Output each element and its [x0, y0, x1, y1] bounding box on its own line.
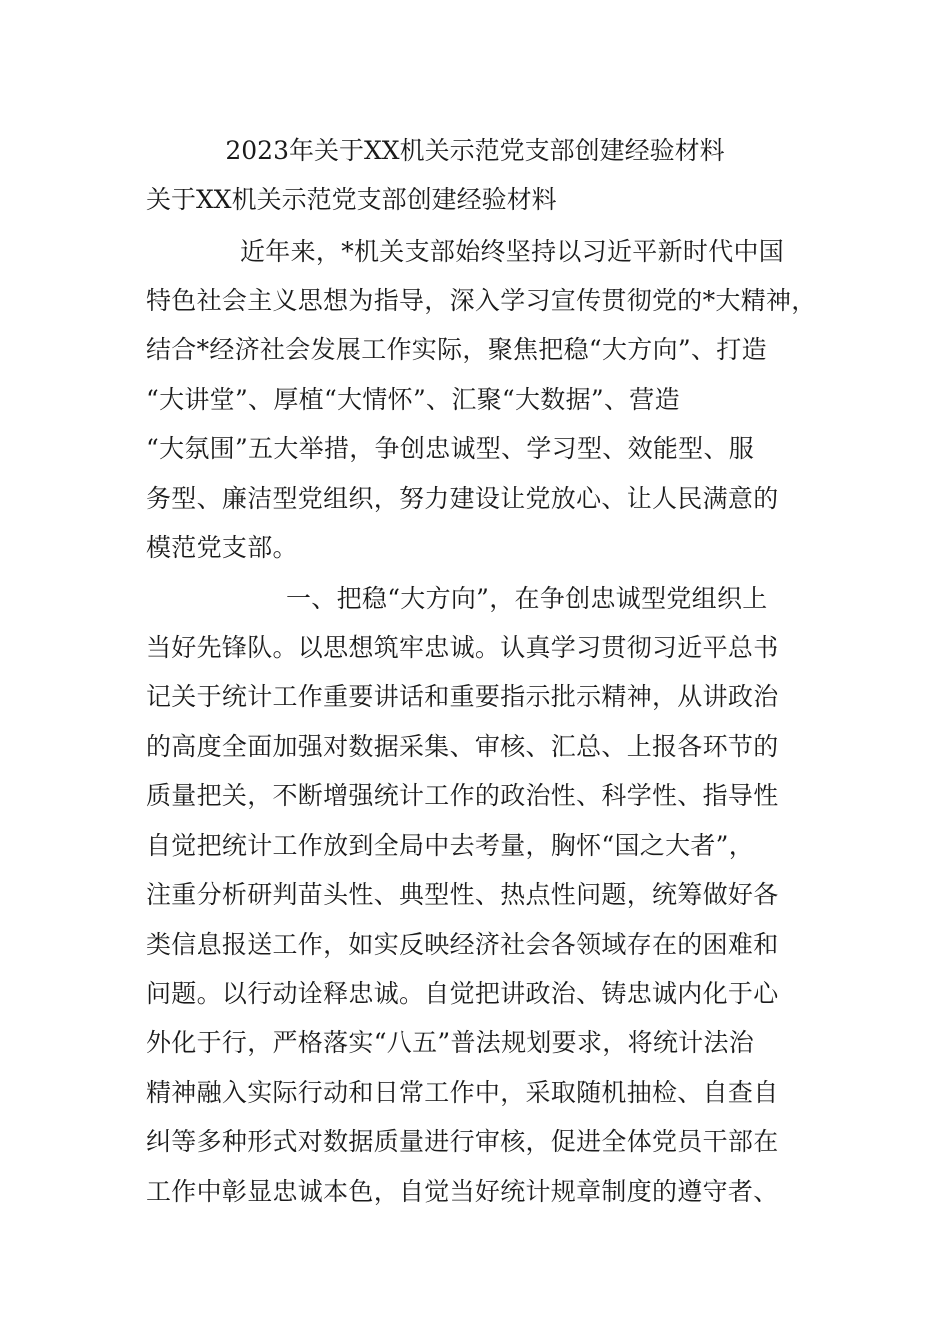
- body-line: 务型、廉洁型党组织，努力建设让党放心、让人民满意的: [146, 484, 779, 513]
- body-line: 当好先锋队。以思想筑牢忠诚。认真学习贯彻习近平总书: [146, 633, 779, 662]
- body-line: 结合*经济社会发展工作实际，聚焦把稳“大方向”、打造: [146, 335, 767, 364]
- body-line: 类信息报送工作，如实反映经济社会各领域存在的困难和: [146, 930, 779, 959]
- section-heading-line: 一、把稳“大方向”，在争创忠诚型党组织上: [286, 584, 768, 613]
- body-line: “大讲堂”、厚植“大情怀”、汇聚“大数据”、营造: [146, 385, 680, 414]
- body-line: 近年来，*机关支部始终坚持以习近平新时代中国: [240, 237, 785, 266]
- body-line: 模范党支部。: [146, 533, 298, 562]
- body-line: 精神融入实际行动和日常工作中，采取随机抽检、自查自: [146, 1078, 779, 1107]
- body-line: 注重分析研判苗头性、典型性、热点性问题，统筹做好各: [146, 880, 779, 909]
- document-title: 2023年关于XX机关示范党支部创建经验材料: [225, 136, 725, 165]
- body-line: 质量把关，不断增强统计工作的政治性、科学性、指导性: [146, 781, 779, 810]
- body-line: 纠等多种形式对数据质量进行审核，促进全体党员干部在: [146, 1127, 779, 1156]
- body-line: 工作中彰显忠诚本色，自觉当好统计规章制度的遵守者、: [146, 1177, 779, 1206]
- body-line: “大氛围”五大举措，争创忠诚型、学习型、效能型、服: [146, 434, 755, 463]
- body-line: 自觉把统计工作放到全局中去考量，胸怀“国之大者”，: [146, 831, 755, 860]
- body-line: 外化于行，严格落实“八五”普法规划要求，将统计法治: [146, 1028, 755, 1057]
- body-line: 记关于统计工作重要讲话和重要指示批示精神，从讲政治: [146, 682, 779, 711]
- body-line: 的高度全面加强对数据采集、审核、汇总、上报各环节的: [146, 732, 779, 761]
- body-line: 特色社会主义思想为指导，深入学习宣传贯彻党的*大精神，: [146, 286, 817, 315]
- document-subtitle: 关于XX机关示范党支部创建经验材料: [146, 185, 557, 214]
- body-line: 问题。以行动诠释忠诚。自觉把讲政治、铸忠诚内化于心: [146, 979, 779, 1008]
